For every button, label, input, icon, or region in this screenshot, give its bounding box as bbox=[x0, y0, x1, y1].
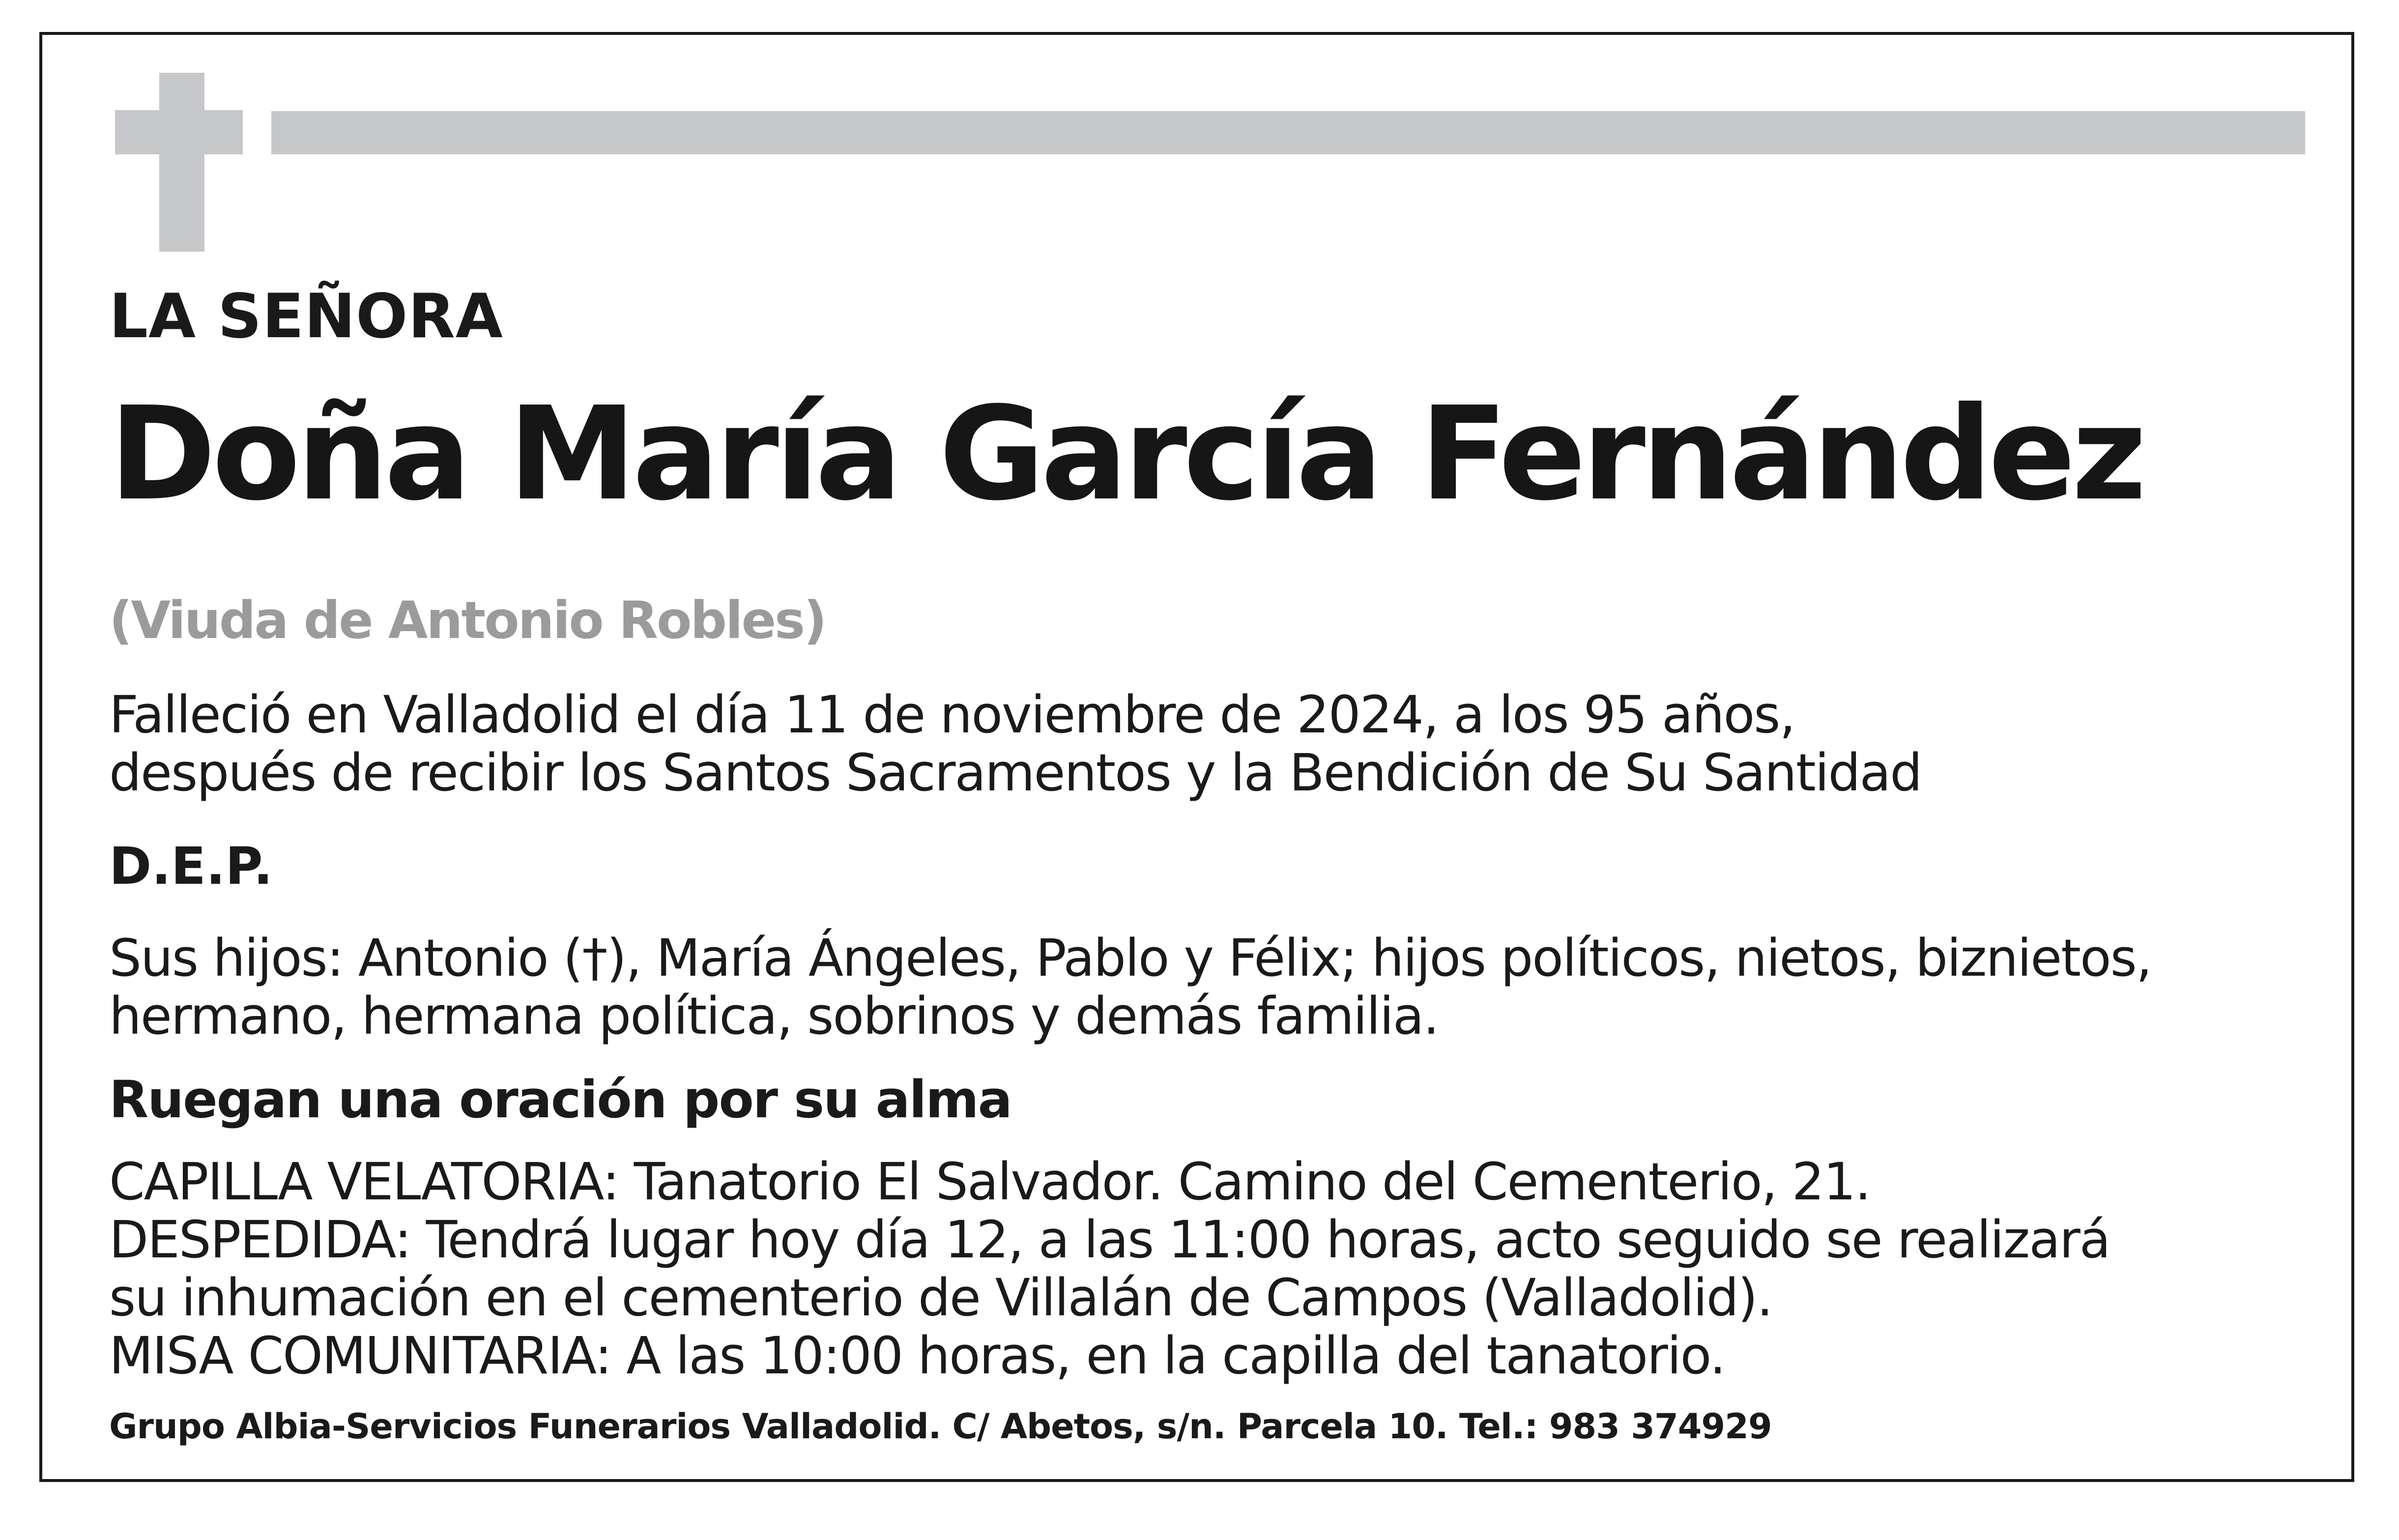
detail-line-burial: su inhumación en el cementerio de Villalán de Campos (Valladolid). bbox=[109, 1268, 1772, 1328]
cross-horizontal-bar bbox=[115, 110, 243, 154]
detail-line-farewell: DESPEDIDA: Tendrá lugar hoy día 12, a las 11:00 horas, acto seguido se realizará bbox=[109, 1210, 2110, 1270]
death-line: Falleció en Valladolid el día 11 de noviembre de 2024, a los 95 años, bbox=[109, 685, 1795, 745]
widow-note: (Viuda de Antonio Robles) bbox=[109, 590, 826, 650]
family-line: hermano, hermana política, sobrinos y demás familia. bbox=[109, 986, 1439, 1046]
detail-line-mass: MISA COMUNITARIA: A las 10:00 horas, en la capilla del tanatorio. bbox=[109, 1326, 1725, 1386]
funeral-details bbox=[109, 1153, 2110, 1385]
notice-title: LA SEÑORA bbox=[109, 281, 503, 352]
death-announcement bbox=[109, 686, 1921, 802]
death-line: después de recibir los Santos Sacramentos y la Bendición de Su Santidad bbox=[109, 743, 1922, 803]
cross-vertical-bar bbox=[159, 73, 204, 252]
header-divider-bar bbox=[271, 111, 2305, 154]
detail-line-chapel: CAPILLA VELATORIA: Tanatorio El Salvador. Camino del Cementerio, 21. bbox=[109, 1152, 1871, 1212]
family-line: Sus hijos: Antonio (†), María Ángeles, Pablo y Félix; hijos políticos, nietos, biznietos, bbox=[109, 928, 2151, 988]
funeral-home-footer: Grupo Albia-Servicios Funerarios Valladolid. C/ Abetos, s/n. Parcela 10. Tel.: 983 374929 bbox=[109, 1406, 1772, 1447]
family-mention bbox=[109, 929, 2151, 1045]
deceased-name: Doña María García Fernández bbox=[109, 379, 2143, 529]
rip-text: D.E.P. bbox=[109, 836, 273, 896]
prayer-request: Ruegan una oración por su alma bbox=[109, 1070, 1012, 1130]
